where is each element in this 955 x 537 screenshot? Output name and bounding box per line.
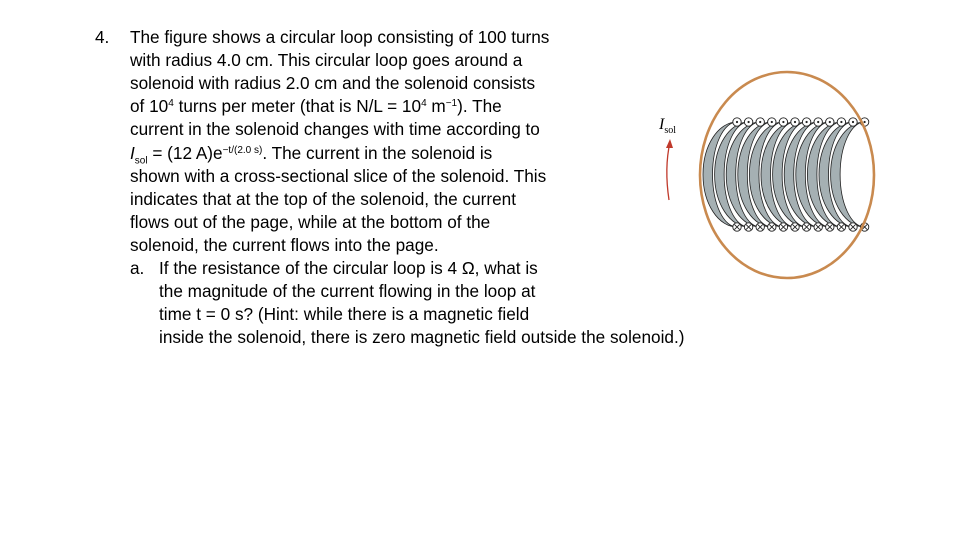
problem-text-line-2: with radius 4.0 cm. This circular loop goes around a	[130, 50, 523, 71]
bottom-current-in-markers	[733, 223, 869, 231]
part-a-line-2: the magnitude of the current flowing in the loop at	[159, 281, 536, 302]
problem-text-line-1: The figure shows a circular loop consisting of 100 turns	[130, 27, 550, 47]
current-out-dot-icon	[771, 121, 773, 123]
turns-density-exponent-3: −1	[445, 98, 458, 110]
problem-text-line-4	[130, 95, 502, 118]
top-current-out-markers	[733, 118, 869, 126]
current-label	[658, 116, 676, 136]
current-out-dot-icon	[736, 121, 738, 123]
current-out-dot-icon	[759, 121, 761, 123]
turns-density-text-a: of 10	[130, 96, 169, 117]
current-out-dot-icon	[806, 121, 808, 123]
problem-number: 4.	[95, 27, 110, 47]
turns-density-text-d: ). The	[457, 96, 502, 117]
turns-density-text-c: m	[426, 96, 446, 117]
part-a-line-3: time t = 0 s? (Hint: while there is a magnetic field	[159, 304, 530, 325]
part-a-letter: a.	[130, 258, 145, 278]
turns-density-exponent-1: 4	[168, 98, 174, 110]
solenoid-diagram	[645, 60, 885, 285]
current-out-dot-icon	[864, 121, 866, 123]
current-out-dot-icon	[782, 121, 784, 123]
current-out-dot-icon	[817, 121, 819, 123]
problem-text-line-10: solenoid, the current flows into the page.	[130, 234, 439, 255]
current-subscript: sol	[134, 154, 148, 166]
current-label-sub: sol	[664, 125, 676, 136]
problem-text-line-3: solenoid with radius 2.0 cm and the solenoid consists	[130, 73, 536, 94]
current-out-dot-icon	[840, 121, 842, 123]
current-exponent: −t/(2.0 s)	[222, 144, 263, 156]
current-out-dot-icon	[794, 121, 796, 123]
solenoid-figure	[645, 60, 885, 285]
current-equation-tail: . The current in the solenoid is	[262, 142, 493, 163]
problem-text-line-7: shown with a cross-sectional slice of the solenoid. This	[130, 165, 547, 186]
current-label-main: I	[659, 116, 665, 133]
problem-text-line-9: flows out of the page, while at the bottom of the	[130, 211, 491, 232]
turns-density-exponent-2: 4	[421, 98, 427, 110]
current-direction-arrow	[667, 142, 670, 200]
current-out-dot-icon	[829, 121, 831, 123]
current-out-dot-icon	[748, 121, 750, 123]
current-out-dot-icon	[852, 121, 854, 123]
current-arrowhead-icon	[666, 139, 673, 148]
current-symbol: I	[130, 142, 135, 163]
problem-text-line-8: indicates that at the top of the solenoid, the current	[130, 188, 517, 209]
solenoid-coils	[703, 122, 865, 227]
turns-density-text-b: turns per meter (that is N/L = 10	[173, 96, 422, 117]
part-a-line-1: If the resistance of the circular loop is 4 Ω, what is	[159, 258, 538, 278]
current-equation-text: = (12 A)e	[147, 142, 223, 163]
part-a-line-4: inside the solenoid, there is zero magnetic field outside the solenoid.)	[159, 327, 685, 348]
problem-text-line-5: current in the solenoid changes with time according to	[130, 119, 540, 140]
